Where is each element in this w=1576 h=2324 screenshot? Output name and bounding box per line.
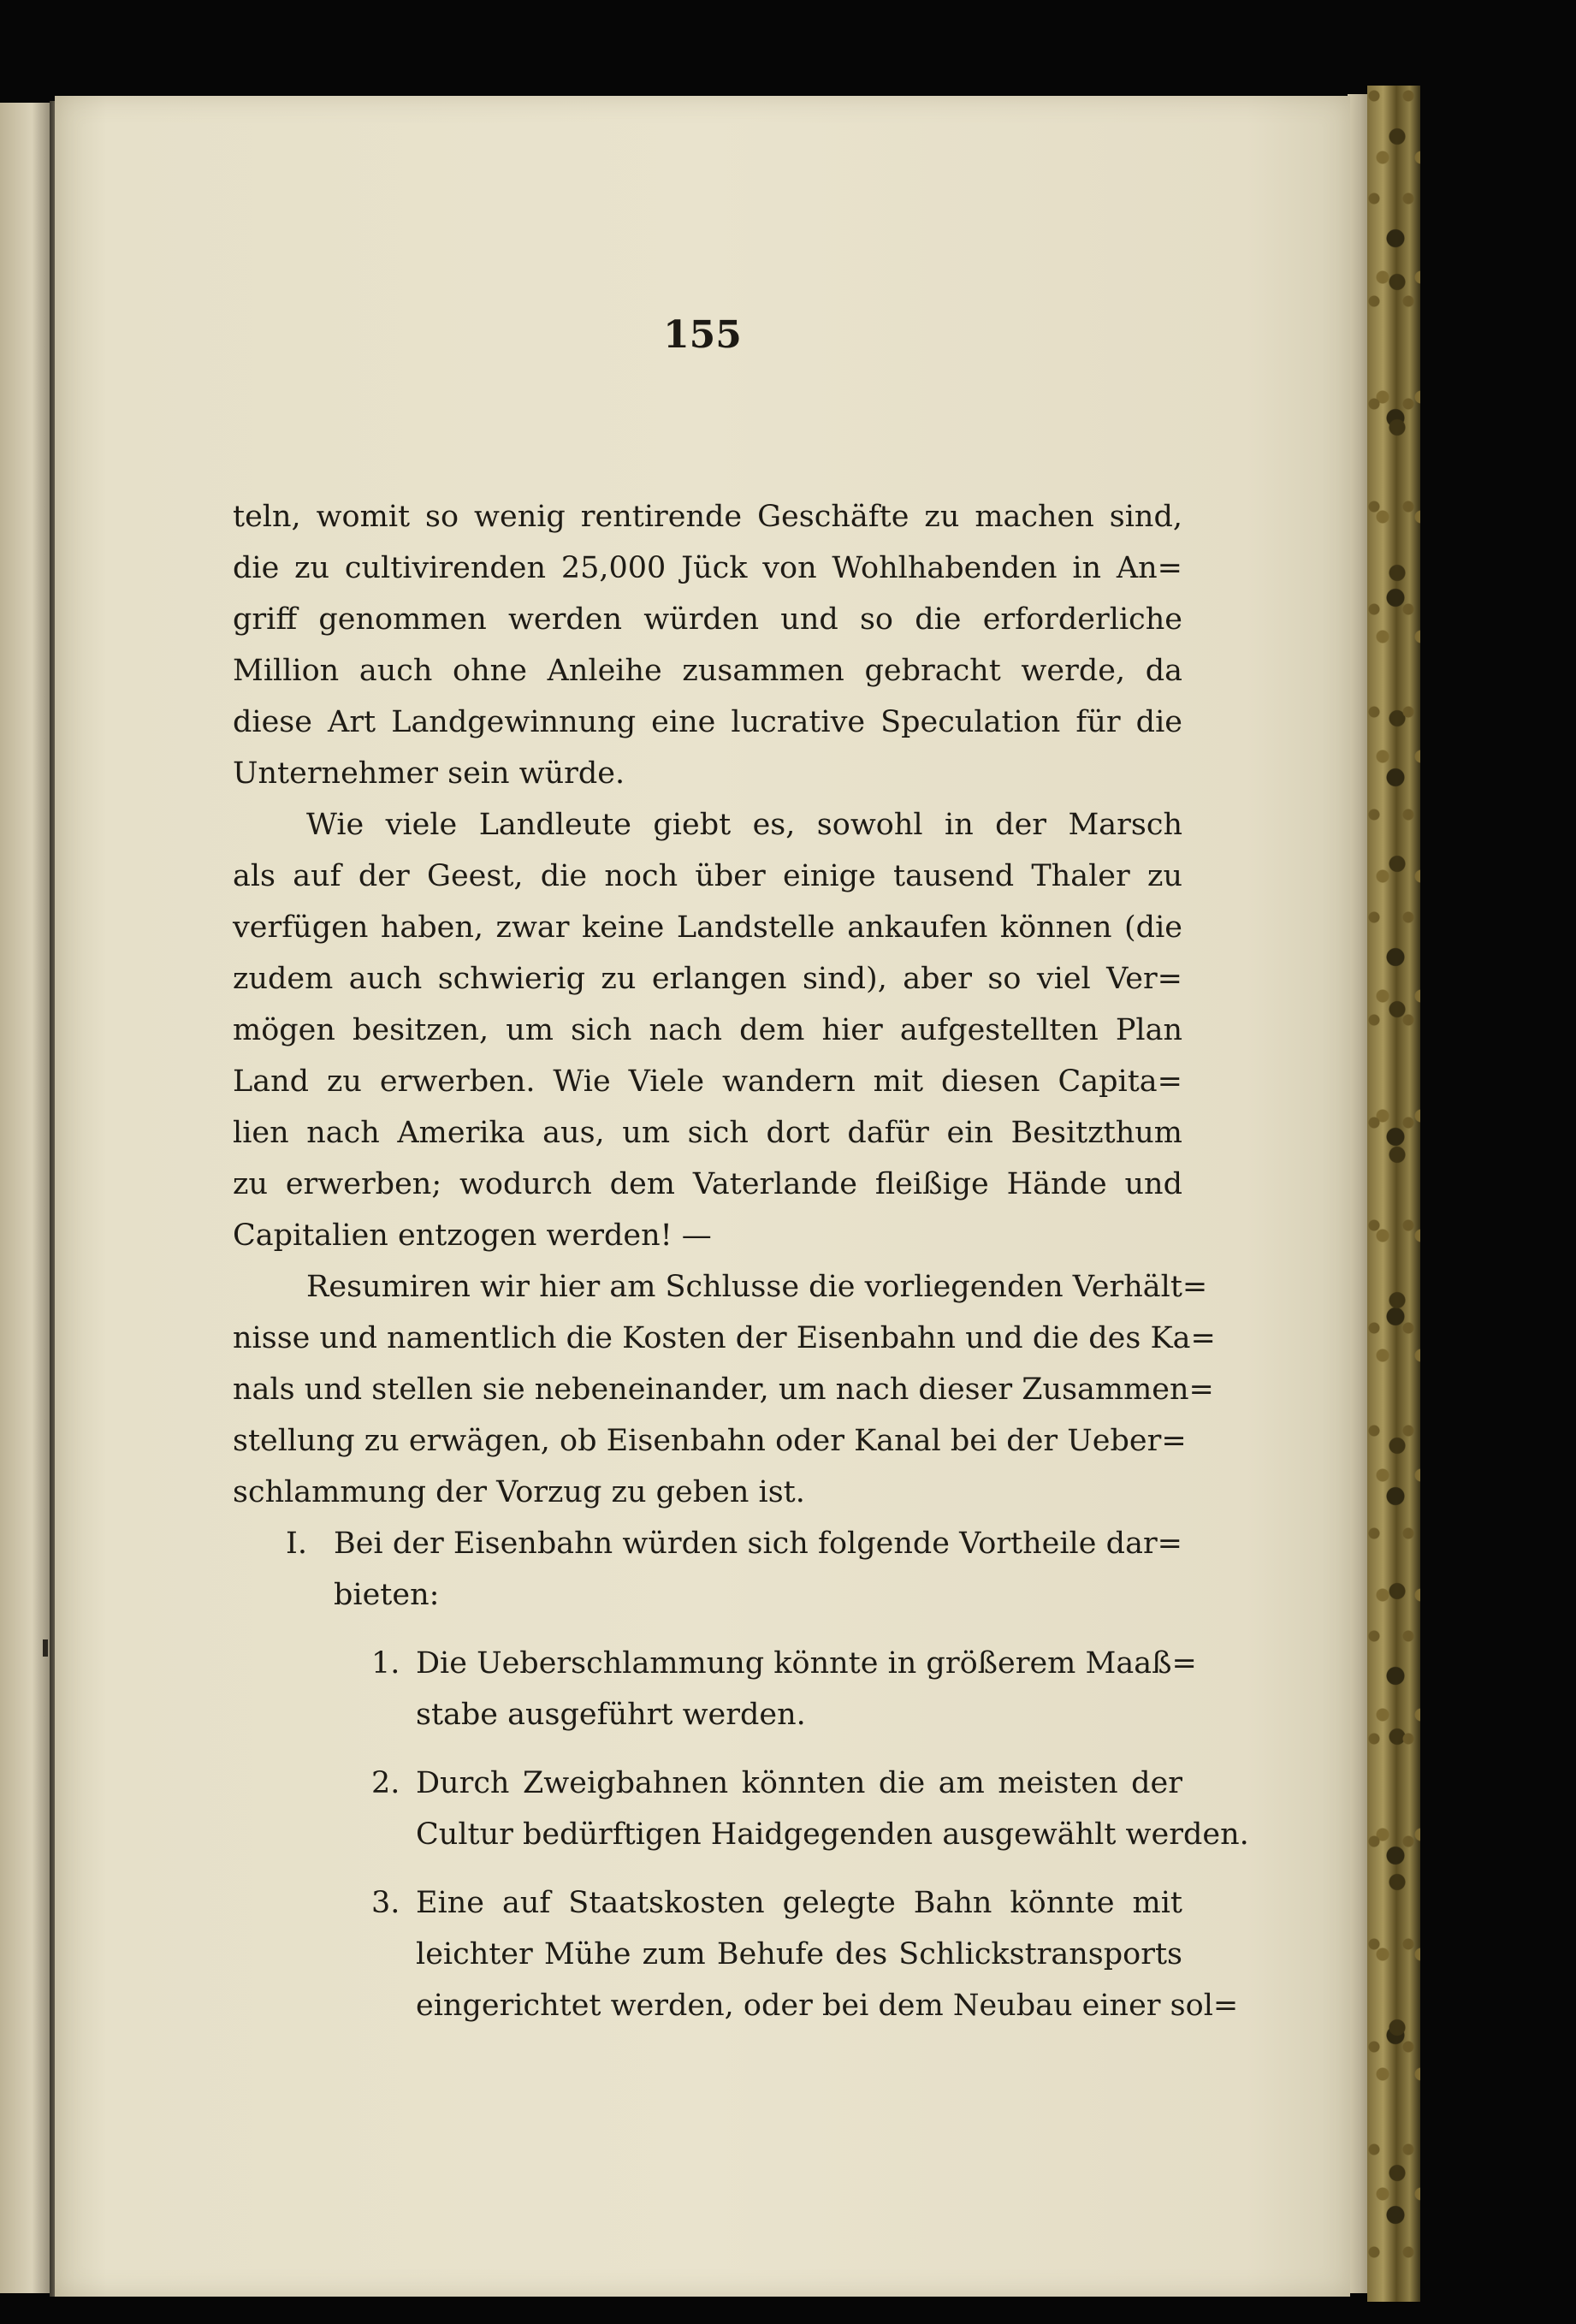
- text-line: eingerichtet werden, oder bei dem Neubau einer sol=: [416, 1989, 1239, 2023]
- list-item-text: Eine auf Staatskosten gelegte Bahn könnte mit: [416, 1886, 1182, 1920]
- marbled-book-edge: [1367, 86, 1420, 2302]
- list-item: [233, 1638, 1197, 1740]
- page-number: 155: [663, 313, 742, 357]
- text-line: Million auch ohne Anleihe zusammen gebracht werde, da: [233, 654, 1182, 688]
- list-item: [233, 1758, 1249, 1860]
- book-page: [55, 96, 1350, 2297]
- text-line: die zu cultivirenden 25,000 Jück von Wohlhabenden in An=: [233, 551, 1182, 585]
- text-line: Land zu erwerben. Wie Viele wandern mit diesen Capita=: [233, 1064, 1182, 1099]
- section-number: I.: [286, 1527, 307, 1561]
- text-line: Unternehmer sein würde.: [233, 756, 625, 791]
- text-line: als auf der Geest, die noch über einige tausend Thaler zu: [233, 859, 1182, 893]
- text-line: zu erwerben; wodurch dem Vaterlande fleißige Hände und: [233, 1167, 1182, 1201]
- text-line: zudem auch schwierig zu erlangen sind), aber so viel Ver=: [233, 962, 1182, 996]
- list-item-number: 1.: [371, 1646, 400, 1681]
- text-line: stellung zu erwägen, ob Eisenbahn oder Kanal bei der Ueber=: [233, 1424, 1187, 1458]
- paragraph-3: [233, 1261, 1216, 1518]
- text-line: nals und stellen sie nebeneinander, um nach dieser Zusammen=: [233, 1372, 1214, 1407]
- list-item-first-line: [233, 1758, 1182, 1809]
- section-1: [233, 1518, 1182, 1621]
- list-item-number: 2.: [371, 1766, 400, 1800]
- text-line: teln, womit so wenig rentirende Geschäfte zu machen sind,: [233, 500, 1182, 534]
- spacer: [233, 1860, 1182, 1877]
- margin-mark: [43, 1639, 48, 1657]
- list-item-text: Die Ueberschlammung könnte in größerem Maaß=: [416, 1646, 1197, 1681]
- text-line: schlammung der Vorzug zu geben ist.: [233, 1475, 805, 1509]
- list-item-text: Durch Zweigbahnen könnten die am meisten der: [416, 1766, 1182, 1800]
- text-line: Capitalien entzogen werden! —: [233, 1218, 712, 1253]
- spacer: [233, 1740, 1182, 1758]
- text-line: Wie viele Landleute giebt es, sowohl in der Marsch: [306, 808, 1182, 842]
- list-item: [233, 1877, 1239, 2031]
- list-item-first-line: [233, 1638, 1197, 1689]
- section-text: Bei der Eisenbahn würden sich folgende Vortheile dar=: [334, 1527, 1182, 1561]
- list-item-number: 3.: [371, 1886, 400, 1920]
- section-heading-line: [233, 1518, 1182, 1569]
- text-line: leichter Mühe zum Behufe des Schlickstransports: [416, 1937, 1182, 1971]
- text-line: diese Art Landgewinnung eine lucrative Speculation für die: [233, 705, 1182, 739]
- paragraph-2: [233, 799, 1182, 1261]
- text-line: stabe ausgeführt werden.: [416, 1698, 806, 1732]
- paragraph-1: [233, 491, 1182, 799]
- text-line: mögen besitzen, um sich nach dem hier aufgestellten Plan: [233, 1013, 1182, 1047]
- text-line: bieten:: [334, 1578, 440, 1612]
- facing-page-edge: [0, 103, 53, 2293]
- text-line: griff genommen werden würden und so die erforderliche: [233, 602, 1182, 637]
- list-item-first-line: [233, 1877, 1182, 1929]
- text-line: lien nach Amerika aus, um sich dort dafür ein Besitzthum: [233, 1116, 1182, 1150]
- text-line: Cultur bedürftigen Haidgegenden ausgewählt werden.: [416, 1817, 1249, 1852]
- text-line: verfügen haben, zwar keine Landstelle ankaufen können (die: [233, 910, 1182, 945]
- text-line: nisse und namentlich die Kosten der Eisenbahn und die des Ka=: [233, 1321, 1216, 1355]
- page-text: [233, 491, 1249, 2031]
- text-line: Resumiren wir hier am Schlusse die vorliegenden Verhält=: [306, 1270, 1208, 1304]
- spacer: [233, 1621, 1182, 1638]
